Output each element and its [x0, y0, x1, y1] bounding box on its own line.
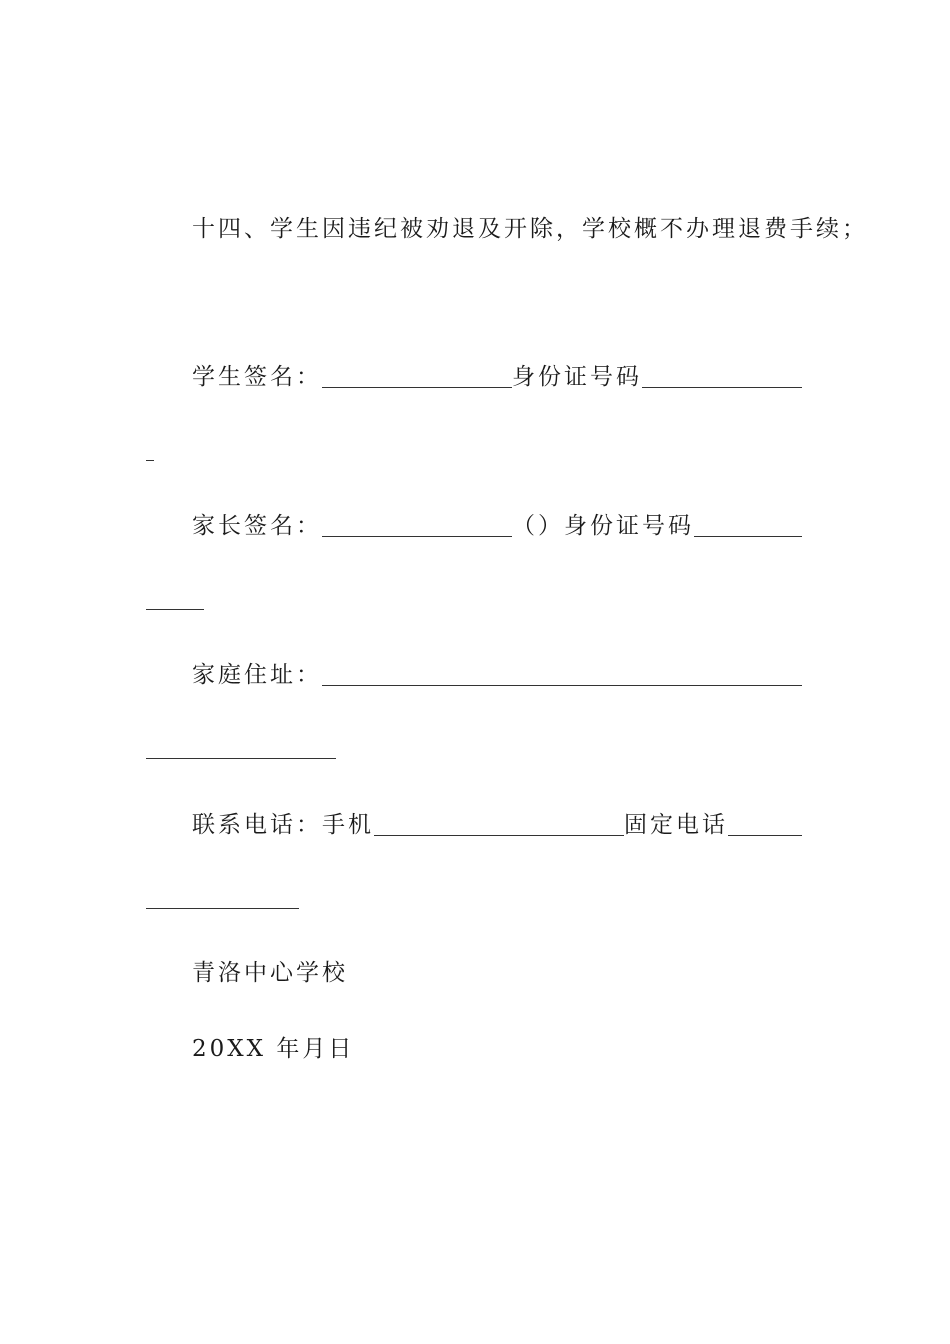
student-signature-label: 学生签名：	[192, 364, 322, 390]
address-field[interactable]	[322, 663, 802, 686]
parent-signature-label: 家长签名：	[192, 513, 322, 539]
landline-field-continuation[interactable]	[146, 907, 299, 909]
date-line: 20XX 年月日	[192, 1036, 355, 1062]
address-label: 家庭住址：	[192, 662, 322, 688]
landline-label: 固定电话	[624, 812, 728, 838]
student-signature-field[interactable]	[322, 365, 512, 388]
parent-relation-id-label: （）身份证号码	[512, 513, 694, 539]
parent-signature-row	[192, 511, 802, 541]
address-field-continuation[interactable]	[146, 757, 336, 759]
student-signature-row	[192, 362, 802, 392]
mobile-field[interactable]	[374, 813, 624, 836]
school-name: 青洛中心学校	[192, 960, 348, 986]
student-id-label: 身份证号码	[512, 364, 642, 390]
parent-signature-field[interactable]	[322, 514, 512, 537]
parent-id-field-continuation[interactable]	[146, 608, 204, 610]
parent-id-field[interactable]	[694, 514, 802, 537]
phone-row	[192, 810, 802, 840]
landline-field[interactable]	[728, 813, 802, 836]
clause-14: 十四、学生因违纪被劝退及开除，学校概不办理退费手续；	[192, 216, 868, 242]
mobile-label: 联系电话：手机	[192, 812, 374, 838]
student-id-field[interactable]	[642, 365, 802, 388]
address-row	[192, 660, 802, 690]
student-id-field-continuation[interactable]	[146, 459, 154, 461]
